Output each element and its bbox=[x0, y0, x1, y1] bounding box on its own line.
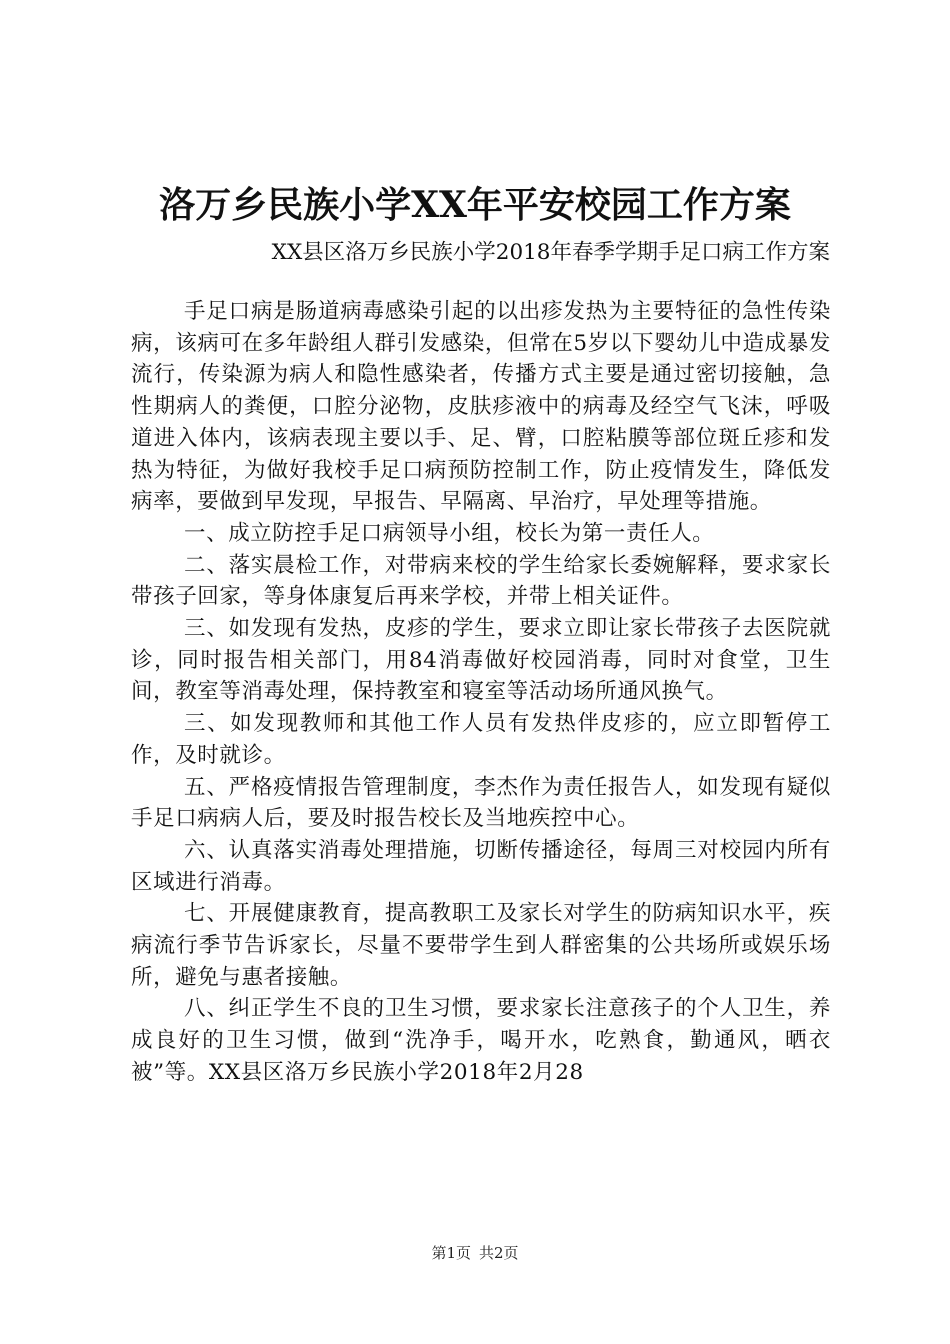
page-footer bbox=[0, 1242, 950, 1264]
measure-paragraph-3: 三、如发现有发热，皮疹的学生，要求立即让家长带孩子去医院就诊，同时报告相关部门，用84消毒做好校园消毒，同时对食堂，卫生间，教室等消毒处理，保持教室和寝室等活动场所通风换气。 bbox=[131, 616, 831, 705]
measure-paragraph-5: 五、严格疫情报告管理制度，李杰作为责任报告人，如发现有疑似手足口病病人后，要及时报告校长及当地疾控中心。 bbox=[131, 774, 831, 832]
measure-paragraph-7: 七、开展健康教育，提高教职工及家长对学生的防病知识水平，疾病流行季节告诉家长，尽量不要带学生到人群密集的公共场所或娱乐场所，避免与惠者接触。 bbox=[131, 901, 831, 990]
page-total: 共2页 bbox=[479, 1244, 519, 1262]
measure-paragraph-3b: 三、如发现教师和其他工作人员有发热伴皮疹的，应立即暂停工作，及时就诊。 bbox=[131, 711, 831, 768]
document-subtitle: XX县区洛万乡民族小学2018年春季学期手足口病工作方案 bbox=[271, 240, 830, 265]
measure-paragraph-6: 六、认真落实消毒处理措施，切断传播途径，每周三对校园内所有区域进行消毒。 bbox=[131, 837, 831, 895]
document-body bbox=[131, 296, 831, 1089]
document-title: 洛万乡民族小学XX年平安校园工作方案 bbox=[159, 184, 791, 226]
page-number: 第1页 bbox=[431, 1244, 471, 1262]
measure-paragraph-2: 二、落实晨检工作，对带病来校的学生给家长委婉解释，要求家长带孩子回家，等身体康复后再来学校，并带上相关证件。 bbox=[131, 552, 831, 610]
intro-paragraph: 手足口病是肠道病毒感染引起的以出疹发热为主要特征的急性传染病，该病可在多年龄组人群引发感染，但常在5岁以下婴幼儿中造成暴发流行，传染源为病人和隐性感染者，传播方式主要是通过密切接触，急性期病人的粪便，口腔分泌物，皮肤疹液中的病毒及经空气飞沫，呼吸道进入体内，该病表现主要以手、足、臂，口腔粘膜等部位斑丘疹和发热为特征，为做好我校手足口病预防控制工作，防止疫情发生，降低发病率，要做到早发现，早报告、早隔离、早治疗，早处理等措施。 bbox=[131, 299, 831, 515]
measure-paragraph-8: 八、纠正学生不良的卫生习惯，要求家长注意孩子的个人卫生，养成良好的卫生习惯，做到“洗净手，喝开水，吃熟食，勤通风，晒衣被”等。XX县区洛万乡民族小学2018年2月28 bbox=[131, 996, 831, 1085]
measure-paragraph-1: 一、成立防控手足口病领导小组，校长为第一责任人。 bbox=[184, 520, 715, 546]
